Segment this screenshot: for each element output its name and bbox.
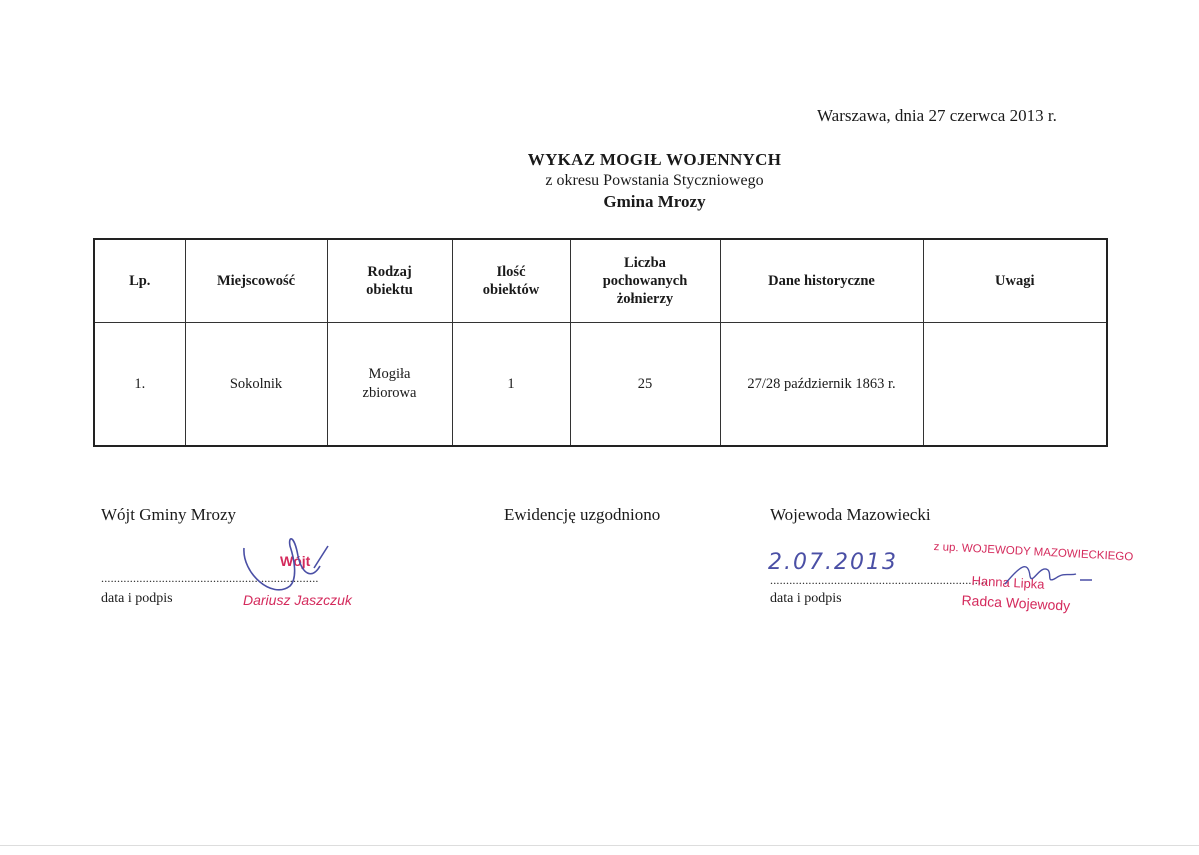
column-header-rodzaj-text: Rodzaj obiektu	[366, 264, 413, 298]
stamp-wojt-name: Dariusz Jaszczuk	[243, 592, 352, 608]
place-date: Warszawa, dnia 27 czerwca 2013 r.	[817, 106, 1057, 125]
column-header-miejscowosc: Miejscowość	[185, 239, 327, 323]
left-signature-title: Wójt Gminy Mrozy	[101, 505, 237, 524]
column-header-liczba	[570, 239, 720, 323]
handwritten-date: 2.07.2013	[768, 550, 898, 575]
middle-approval-title: Ewidencję uzgodniono	[504, 505, 661, 524]
stamp-voivode-role: Radca Wojewody	[961, 592, 1071, 614]
column-header-ilosc	[452, 239, 570, 323]
cell-uwagi	[923, 323, 1107, 447]
left-signature-dots: ....................................................................	[101, 571, 319, 585]
cell-rodzaj	[327, 323, 452, 447]
stamp-wojt-role: Wójt	[280, 553, 311, 569]
document-title: WYKAZ MOGIŁ WOJENNYCH	[527, 150, 782, 169]
right-signature-caption: data i podpis	[770, 591, 842, 606]
page-bottom-rule	[0, 845, 1199, 846]
cell-ilosc: 1	[452, 323, 570, 447]
column-header-dane: Dane historyczne	[720, 239, 923, 323]
column-header-lp: Lp.	[94, 239, 185, 323]
column-header-ilosc-text: Ilość obiektów	[482, 264, 540, 298]
right-signature-title: Wojewoda Mazowiecki	[770, 505, 931, 524]
handwritten-signature-left	[232, 528, 342, 608]
title-block	[0, 150, 1199, 212]
table-header-row	[94, 239, 1107, 323]
column-header-liczba-text: Liczba pochowanych żołnierzy	[602, 255, 688, 307]
right-signature-dots: ....................................................................	[770, 573, 988, 587]
graves-table	[93, 238, 1108, 447]
municipality-name: Gmina Mrozy	[603, 192, 706, 211]
cell-dane: 27/28 październik 1863 r.	[720, 323, 923, 447]
column-header-rodzaj	[327, 239, 452, 323]
document-subtitle: z okresu Powstania Styczniowego	[545, 172, 764, 189]
column-header-uwagi: Uwagi	[923, 239, 1107, 323]
stamp-voivode-authority: z up. WOJEWODY MAZOWIECKIEGO	[933, 541, 1134, 564]
handwritten-signature-right	[1000, 556, 1100, 596]
cell-liczba: 25	[570, 323, 720, 447]
cell-lp: 1.	[94, 323, 185, 447]
left-signature-caption: data i podpis	[101, 591, 173, 606]
cell-miejscowosc: Sokolnik	[185, 323, 327, 447]
table-row	[94, 323, 1107, 447]
cell-rodzaj-text: Mogiła zbiorowa	[362, 366, 417, 401]
stamp-voivode-name: Hanna Lipka	[971, 573, 1045, 592]
